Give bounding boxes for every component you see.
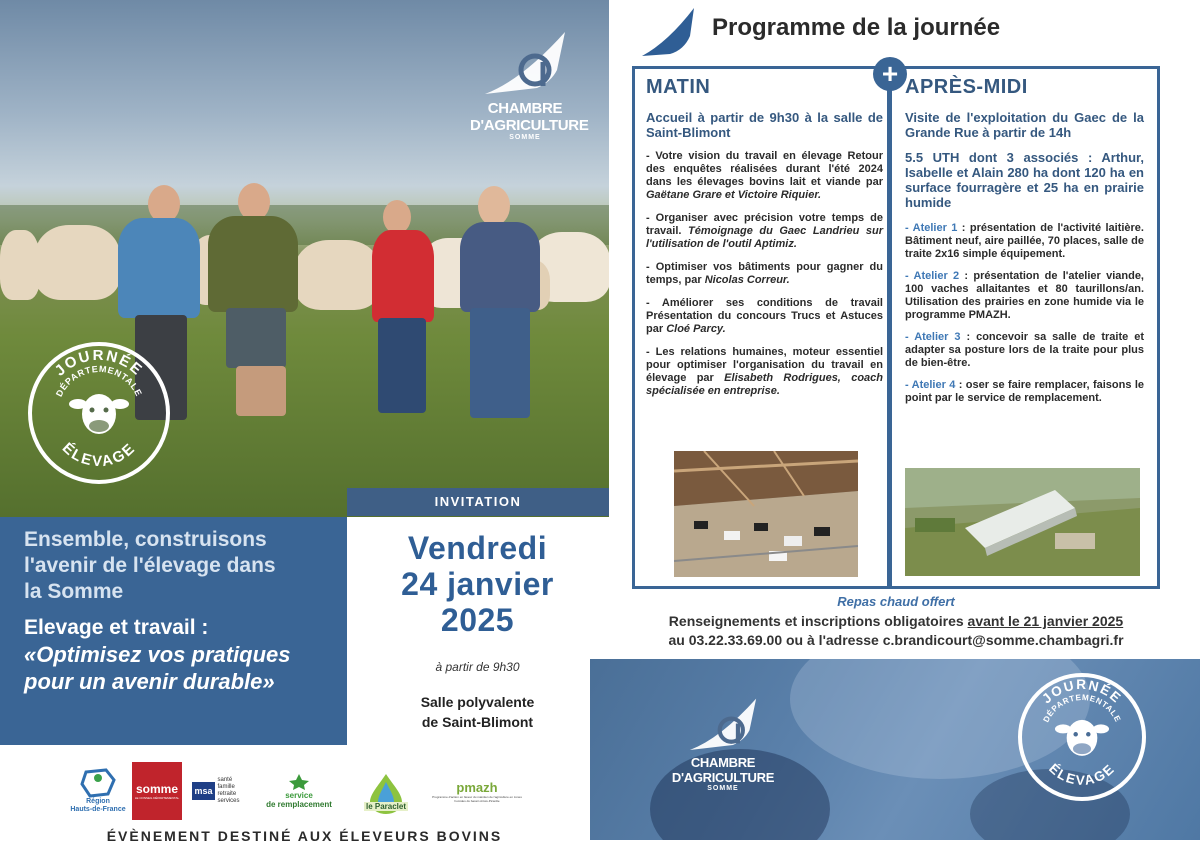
partner-somme-name: somme xyxy=(135,782,179,796)
morning-item: - Organiser avec précision votre temps de travail. Témoignage du Gaec Landrieu sur l'utilisation de l'outil Aptimiz. xyxy=(646,212,883,250)
afternoon-lead: Visite de l'exploitation du Gaec de la Grande Rue à partir de 14h xyxy=(905,110,1144,140)
event-day: Vendredi xyxy=(407,530,548,566)
contact-info: au 03.22.33.69.00 ou à l'adresse c.brandicourt@somme.chambagri.fr xyxy=(668,632,1124,648)
theme-slogan-line-2: pour un avenir durable» xyxy=(24,669,275,694)
partner-pmazh-sub: Programme d'action en faveur du maintien de l'agriculture en zones humides du bassin Artois-Picardie xyxy=(432,794,522,803)
event-venue xyxy=(370,692,585,732)
partner-msa-logo xyxy=(190,762,252,820)
logo-line-2: D'AGRICULTURE xyxy=(470,117,589,134)
region-map-icon xyxy=(78,768,118,798)
workshop-item: - Atelier 3 : concevoir sa salle de traite et adapter sa posture lors de la traite pour plus de bien-être. xyxy=(905,331,1144,369)
logo-mark-icon xyxy=(477,30,573,100)
barn-interior-photo xyxy=(674,451,858,577)
registration-text: Renseignements et inscriptions obligatoires xyxy=(668,613,968,629)
event-date xyxy=(370,530,585,638)
logo-line-1: CHAMBRE xyxy=(690,755,756,770)
theme-slogan-line-1: «Optimisez vos pratiques xyxy=(24,642,291,667)
partner-paraclet-name: le Paraclet xyxy=(365,801,407,811)
morning-item: - Optimiser vos bâtiments pour gagner du temps, par Nicolas Correur. xyxy=(646,261,883,286)
venue-line-1: Salle polyvalente xyxy=(420,694,535,710)
badge-middle-text: DÉPARTEMENTALE xyxy=(53,363,145,399)
event-time: à partir de 9h30 xyxy=(435,660,520,674)
logo-mark-icon xyxy=(683,697,763,755)
tagline-line-3: la Somme xyxy=(24,580,124,603)
tagline-line-2: l'avenir de l'élevage dans xyxy=(24,554,276,577)
logo-line-1: CHAMBRE xyxy=(487,100,563,117)
logo-line-3: SOMME xyxy=(509,134,541,141)
morning-item: - Votre vision du travail en élevage Retour des enquêtes réalisées durant l'été 2024 dans les élevages bovins lait et viande par Gaëtane Grare et Victoire Riquier. xyxy=(646,150,883,201)
badge-middle-text: DÉPARTEMENTALE xyxy=(1041,692,1123,724)
journee-elevage-badge-back xyxy=(1018,673,1146,801)
target-audience-note: ÉVÈNEMENT DESTINÉ AUX ÉLEVEURS BOVINS xyxy=(106,828,503,844)
partner-remplacement-line-2: de remplacement xyxy=(266,800,332,809)
partner-msa-name: msa xyxy=(192,782,214,800)
morning-column xyxy=(646,76,883,408)
badge-top-text: JOURNÉE xyxy=(1039,677,1125,707)
partner-logos xyxy=(60,762,580,820)
morning-lead: Accueil à partir de 9h30 à la salle de Saint-Blimont xyxy=(646,110,883,140)
workshop-item: - Atelier 4 : oser se faire remplacer, faisons le point par le service de remplacement. xyxy=(905,379,1144,404)
workshop-item: - Atelier 1 : présentation de l'activité laitière. Bâtiment neuf, aire paillée, 70 places, salle de traite 2x16 simple équipement. xyxy=(905,222,1144,260)
logo-line-2: D'AGRICULTURE xyxy=(671,770,775,785)
morning-heading: MATIN xyxy=(646,76,711,98)
partner-region-logo xyxy=(70,762,126,820)
cover-photo xyxy=(0,0,609,517)
meal-note: Repas chaud offert xyxy=(837,594,955,609)
badge-top-text: JOURNÉE xyxy=(51,346,147,380)
registration-info xyxy=(632,612,1160,650)
theme-title: Elevage et travail : xyxy=(24,616,209,639)
afternoon-heading: APRÈS-MIDI xyxy=(905,76,1028,98)
registration-deadline: avant le 21 janvier 2025 xyxy=(967,613,1124,629)
partner-remplacement-line-1: service xyxy=(285,791,313,800)
chambre-agriculture-logo-back xyxy=(668,697,778,792)
chambre-agriculture-logo xyxy=(470,30,589,141)
cow-head-icon xyxy=(69,394,129,434)
event-year: 2025 xyxy=(440,602,515,638)
workshop-item: - Atelier 2 : présentation de l'atelier viande, 100 vaches allaitantes et 80 taurillons/an. Utilisation des prairies en zone humide via le programme PMAZH. xyxy=(905,270,1144,321)
tagline-line-1: Ensemble, construisons xyxy=(24,528,267,551)
partner-region-line-2: Hauts-de-France xyxy=(70,806,126,813)
plus-icon: + xyxy=(873,57,907,91)
remplacement-star-icon xyxy=(288,773,310,791)
partner-somme-sub: LE CONSEIL DÉPARTEMENTAL xyxy=(134,796,180,800)
programme-title: Programme de la journée xyxy=(712,14,1001,41)
programme-divider xyxy=(887,66,892,589)
partner-pmazh-name: pmazh xyxy=(456,779,498,795)
partner-paraclet-logo xyxy=(356,762,416,820)
event-date-text: 24 janvier xyxy=(401,566,554,602)
partner-msa-sub: santé famille retraite services xyxy=(217,777,240,804)
farm-facts: 5.5 UTH dont 3 associés : Arthur, Isabelle et Alain 280 ha dont 120 ha en surface fourragère et 25 ha en prairie humide xyxy=(905,150,1144,210)
badge-bottom-text: ÉLEVAGE xyxy=(1046,760,1118,788)
morning-item: - Les relations humaines, moteur essentiel pour optimiser l'organisation du travail en élevage par Elisabeth Rodrigues, coach spécialisée en entreprise. xyxy=(646,346,883,397)
cow-head-icon xyxy=(1055,720,1109,756)
venue-line-2: de Saint-Blimont xyxy=(421,714,534,730)
tagline-panel xyxy=(0,517,347,745)
invitation-label: INVITATION xyxy=(347,488,609,516)
back-cover-panel xyxy=(590,659,1200,840)
journee-elevage-badge xyxy=(28,342,170,484)
aerial-farm-photo xyxy=(905,468,1140,576)
arrow-logo-icon xyxy=(640,6,700,58)
partner-remplacement-logo xyxy=(258,762,340,820)
partner-somme-logo xyxy=(132,762,182,820)
afternoon-column xyxy=(905,76,1144,414)
logo-line-3: SOMME xyxy=(707,785,739,792)
partner-region-line-1: Région xyxy=(86,798,110,805)
badge-bottom-text: ÉLEVAGE xyxy=(58,439,140,471)
partner-pmazh-logo xyxy=(432,762,522,820)
morning-item: - Améliorer ses conditions de travail Présentation du concours Trucs et Astuces par Cloé Parcy. xyxy=(646,297,883,335)
